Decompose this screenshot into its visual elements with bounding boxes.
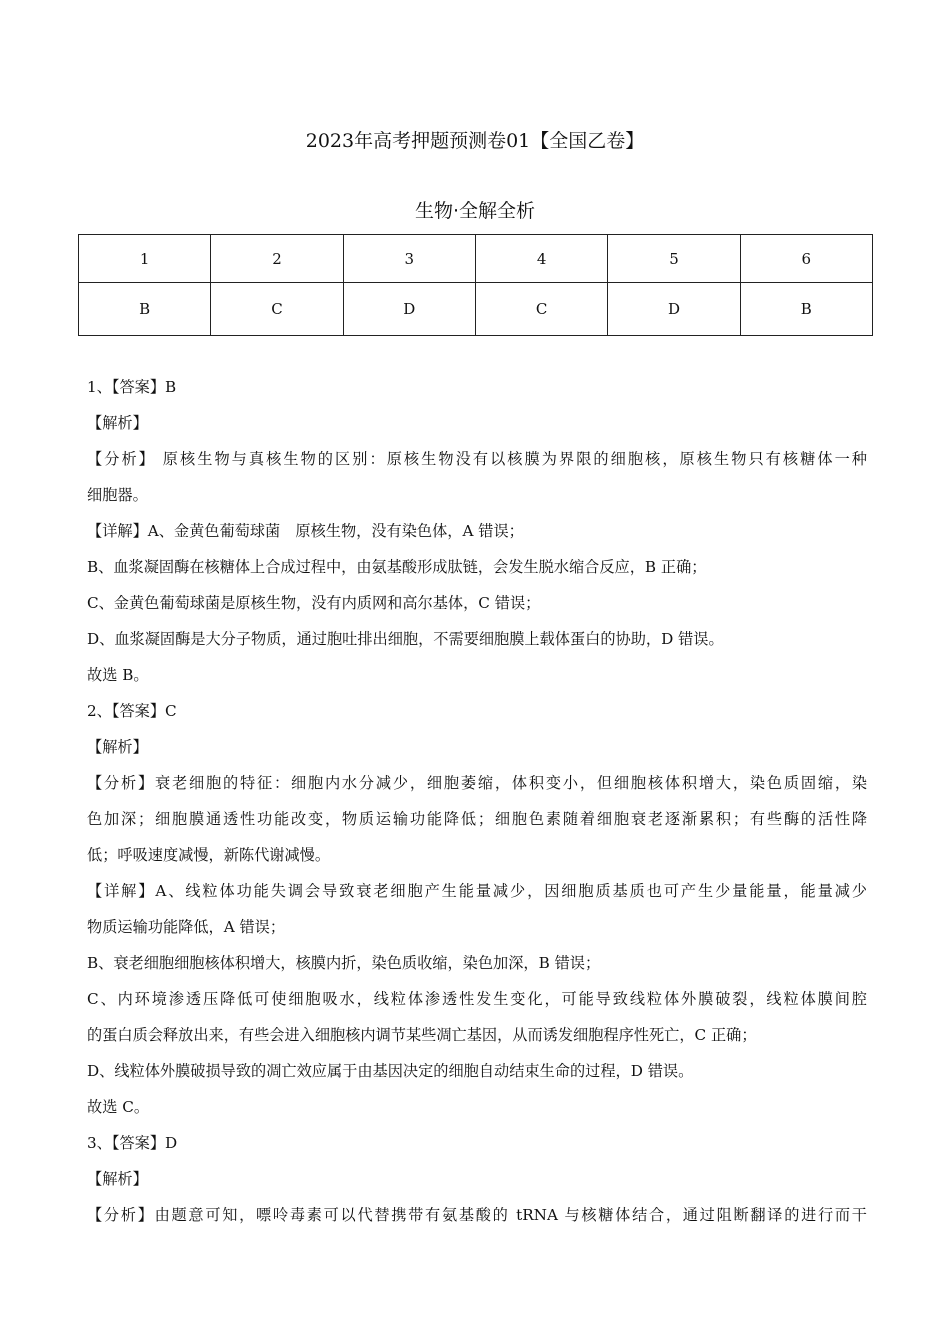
answer-table-header-row — [79, 235, 873, 283]
conclusion-line: 故选 C。 — [87, 1098, 150, 1116]
text-line: D、血浆凝固酶是大分子物质，通过胞吐排出细胞，不需要细胞膜上载体蛋白的协助，D 错误。 — [87, 630, 724, 648]
answer-heading-q2: 2、【答案】C — [87, 702, 177, 720]
answer-table — [78, 234, 873, 336]
question-number-cell: 4 — [475, 235, 607, 283]
text-line: 低；呼吸速度减慢，新陈代谢减慢。 — [87, 846, 330, 864]
text-line: 【分析】 原核生物与真核生物的区别：原核生物没有以核膜为界限的细胞核，原核生物只有核糖体一种 — [87, 450, 867, 468]
question-number-cell: 3 — [343, 235, 475, 283]
question-number-cell: 5 — [608, 235, 740, 283]
answer-cell: D — [343, 283, 475, 336]
text-line: 物质运输功能降低，A 错误； — [87, 918, 286, 936]
analysis-label: 【解析】 — [87, 414, 148, 432]
question-number-cell: 2 — [211, 235, 343, 283]
analysis-label: 【解析】 — [87, 1170, 148, 1188]
question-number-cell: 6 — [740, 235, 872, 283]
text-line: 的蛋白质会释放出来，有些会进入细胞核内调节某些凋亡基因，从而诱发细胞程序性死亡，C 正确； — [87, 1026, 757, 1044]
answer-heading-q1: 1、【答案】B — [87, 378, 177, 396]
text-line: 【详解】A、金黄色葡萄球菌 原核生物，没有染色体，A 错误； — [87, 522, 524, 540]
answer-table-answer-row — [79, 283, 873, 336]
text-line: 【分析】由题意可知，嘌呤毒素可以代替携带有氨基酸的 tRNA 与核糖体结合，通过阻断翻译的进行而干 — [87, 1206, 867, 1224]
text-line: 色加深；细胞膜通透性功能改变，物质运输功能降低；细胞色素随着细胞衰老逐渐累积；有些酶的活性降 — [87, 810, 867, 828]
answer-heading-q3: 3、【答案】D — [87, 1134, 178, 1152]
answer-cell: D — [608, 283, 740, 336]
text-line: B、衰老细胞细胞核体积增大，核膜内折，染色质收缩，染色加深，B 错误； — [87, 954, 601, 972]
conclusion-line: 故选 B。 — [87, 666, 149, 684]
text-line: C、内环境渗透压降低可使细胞吸水，线粒体渗透性发生变化，可能导致线粒体外膜破裂，线粒体膜间腔 — [87, 990, 867, 1008]
page-title: 2023年高考押题预测卷01【全国乙卷】 — [305, 130, 645, 152]
answer-cell: C — [211, 283, 343, 336]
answer-cell: B — [740, 283, 872, 336]
solution-text — [87, 369, 867, 1233]
text-line: 【分析】衰老细胞的特征：细胞内水分减少，细胞萎缩，体积变小，但细胞核体积增大，染色质固缩，染 — [87, 774, 867, 792]
text-line: D、线粒体外膜破损导致的凋亡效应属于由基因决定的细胞自动结束生命的过程，D 错误。 — [87, 1062, 694, 1080]
answer-cell: B — [79, 283, 211, 336]
text-line: B、血浆凝固酶在核糖体上合成过程中，由氨基酸形成肽链，会发生脱水缩合反应，B 正确； — [87, 558, 707, 576]
text-line: 细胞器。 — [87, 486, 148, 504]
text-line: C、金黄色葡萄球菌是原核生物，没有内质网和高尔基体，C 错误； — [87, 594, 541, 612]
question-number-cell: 1 — [79, 235, 211, 283]
page-subtitle: 生物·全解全析 — [414, 200, 536, 222]
answer-cell: C — [475, 283, 607, 336]
analysis-label: 【解析】 — [87, 738, 148, 756]
text-line: 【详解】A、线粒体功能失调会导致衰老细胞产生能量减少，因细胞质基质也可产生少量能量，能量减少 — [87, 882, 867, 900]
